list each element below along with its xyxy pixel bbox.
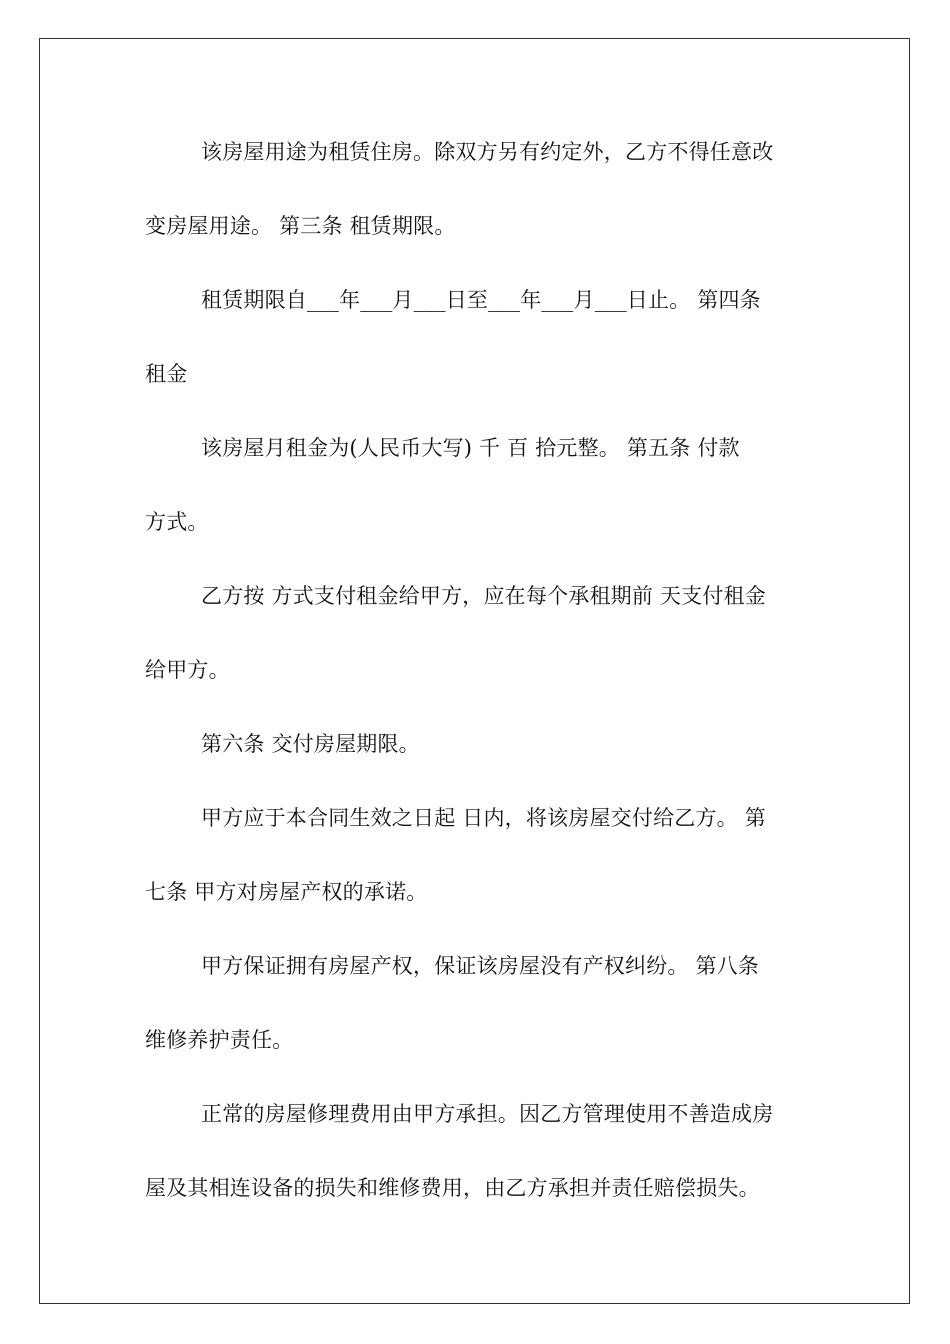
text-line: 给甲方。 [145,658,230,682]
text-line: 该房屋用途为租赁住房。除双方另有约定外，乙方不得任意改 [201,140,774,164]
text-line: 该房屋月租金为(人民币大写) 千 百 拾元整。 第五条 付款 [201,436,740,460]
text-line: 七条 甲方对房屋产权的承诺。 [145,880,428,904]
text-line: 乙方按 方式支付租金给甲方，应在每个承租期前 天支付租金 [201,584,766,608]
text-line: 维修养护责任。 [145,1028,294,1052]
text-line: 租赁期限自___年___月___日至___年___月___日止。 第四条 [201,288,761,312]
text-line: 甲方保证拥有房屋产权，保证该房屋没有产权纠纷。 第八条 [201,954,760,978]
document-body [145,132,810,1242]
text-line: 屋及其相连设备的损失和维修费用，由乙方承担并责任赔偿损失。 [145,1176,760,1200]
text-line: 第六条 交付房屋期限。 [201,732,420,756]
text-line: 甲方应于本合同生效之日起 日内，将该房屋交付给乙方。 第 [201,806,766,830]
text-line: 方式。 [145,510,209,534]
text-line: 租金 [145,362,188,386]
text-line: 正常的房屋修理费用由甲方承担。因乙方管理使用不善造成房 [201,1102,774,1126]
text-line: 变房屋用途。 第三条 租赁期限。 [145,214,456,238]
